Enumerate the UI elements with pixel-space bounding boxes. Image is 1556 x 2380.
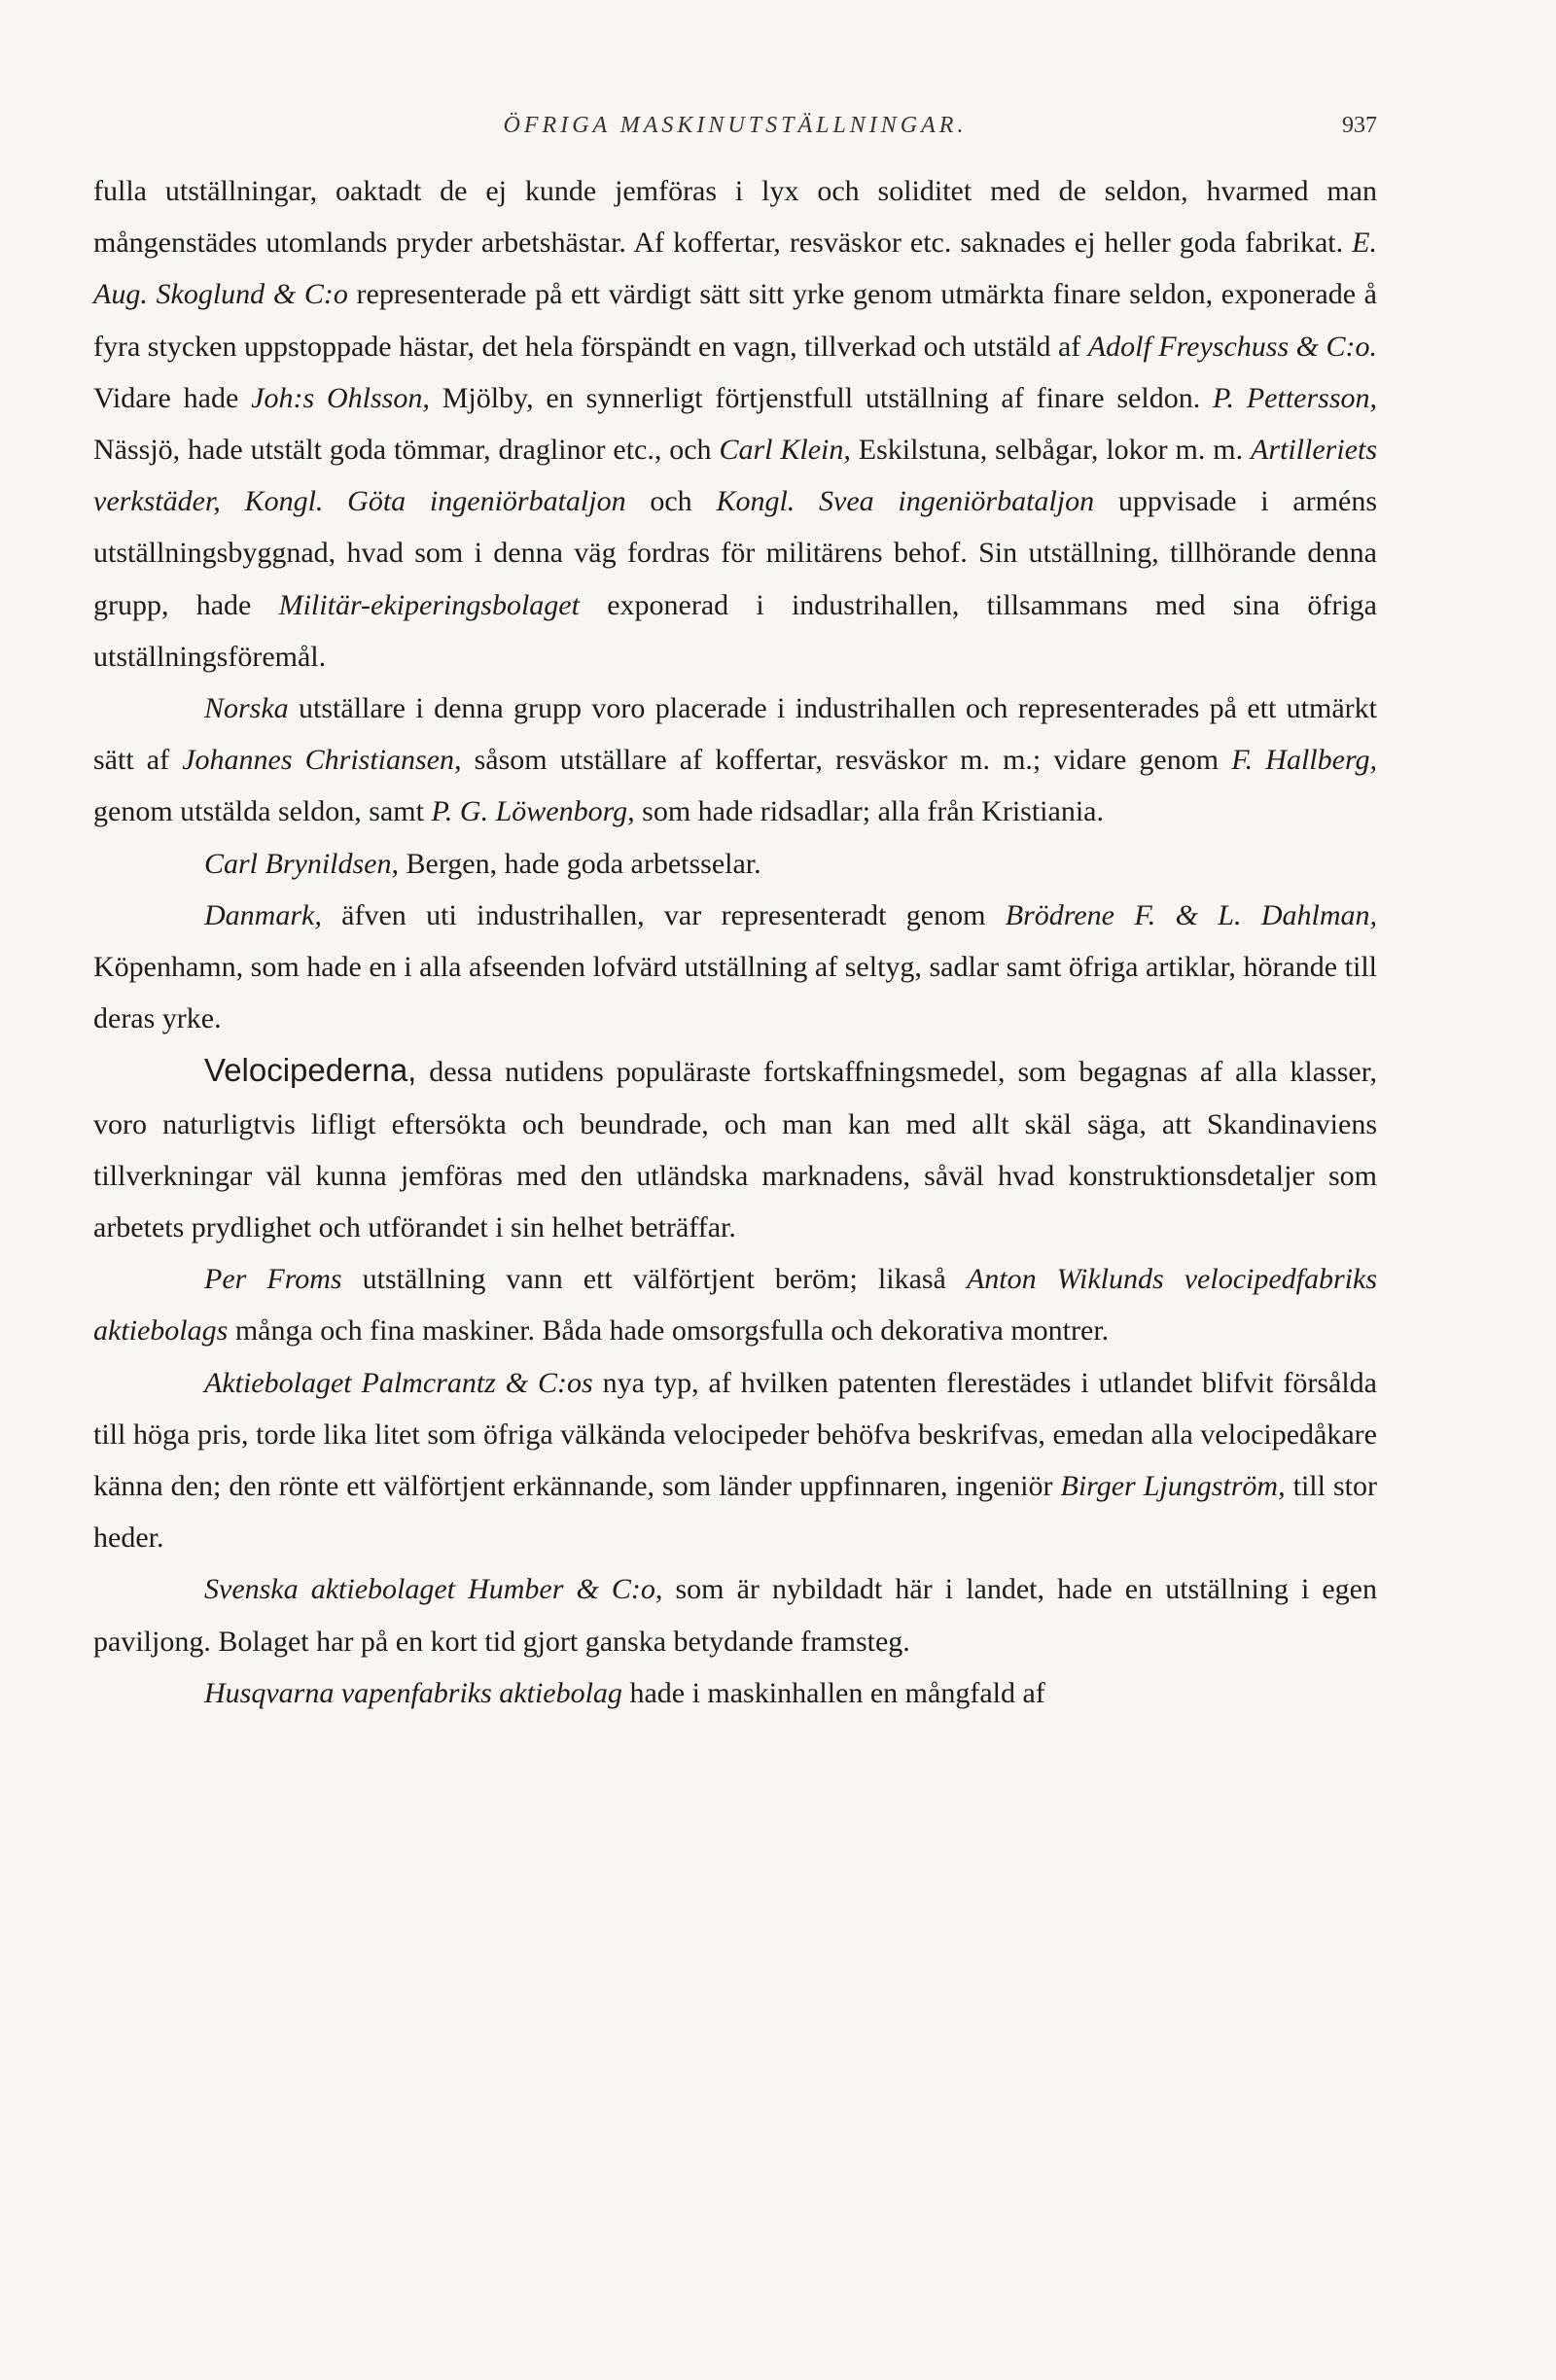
paragraph: [93, 682, 1377, 838]
firm-name: Militär-ekiperingsbolaget: [278, 588, 580, 621]
text-run: och: [625, 485, 717, 518]
paragraph: [93, 1357, 1377, 1564]
emphasis: Danmark,: [204, 898, 322, 931]
firm-name: Husqvarna vapenfabriks aktiebolag: [204, 1676, 622, 1709]
firm-name: Kongl. Svea ingeniörbataljon: [716, 485, 1095, 518]
paragraph: [93, 838, 1377, 890]
text-run: många och fina maskiner. Båda hade omsorgsfulla och dekorativa montrer.: [228, 1314, 1110, 1348]
firm-name: E. Aug. Skoglund & C:o: [93, 227, 1377, 311]
text-run: Mjölby, en synnerligt förtjenstfull utställning af finare seldon.: [429, 381, 1214, 414]
firm-name: Anton Wiklunds velocipedfabriks aktiebolags: [93, 1263, 1377, 1348]
page-header: [93, 113, 1377, 146]
text-run: Köpenhamn, som hade en i alla afseenden lofvärd utställning af seltyg, sadlar samt öfriga artiklar, hörande till deras yrke.: [93, 951, 1377, 1035]
paragraph: [93, 1667, 1377, 1719]
paragraph: [93, 1253, 1377, 1356]
text-run: till stor heder.: [93, 1470, 1377, 1555]
text-run: som är nybildadt här i landet, hade en utställning i egen paviljong. Bolaget har på en kort tid gjort ganska betydande framsteg.: [93, 1573, 1378, 1658]
text-run: representerade på ett värdigt sätt sitt yrke genom utmärkta finare seldon, exponerade å fyra stycken uppstoppade hästar, det hela förspändt en vagn, tillverkad och utstäld af: [93, 278, 1378, 363]
text-run: exponerad i industrihallen, tillsammans med sina öfriga utställningsföremål.: [93, 588, 1377, 673]
paragraph: [93, 1044, 1377, 1253]
firm-name: P. Pettersson,: [1213, 381, 1378, 414]
firm-name: Aktiebolaget Palmcrantz & C:os: [204, 1366, 593, 1399]
firm-name: Carl Klein,: [719, 434, 851, 467]
firm-name: Carl Brynildsen,: [204, 847, 399, 880]
text-run: utställare i denna grupp voro placerade i industrihallen och representerades på ett utmärkt sätt af: [93, 692, 1377, 777]
text-run: fulla utställningar, oaktadt de ej kunde jemföras i lyx och soliditet med de seldon, hvarmed man mångenstädes utomlands pryder arbetshästar. Af koffertar, resväskor etc. saknades ej heller goda fabrikat.: [93, 175, 1377, 260]
paragraph: [93, 1563, 1377, 1666]
text-run: Vidare hade: [93, 381, 252, 414]
text-run: som hade ridsadlar; alla från Kristiania.: [634, 795, 1104, 828]
firm-name: Svenska aktiebolaget Humber & C:o,: [204, 1573, 663, 1606]
text-run: nya typ, af hvilken patenten flerestädes i utlandet blifvit försålda till höga pris, torde lika litet som öfriga välkända velocipeder behöfva beskrifvas, emedan alla velocipedåkare känna den; den rönte ett välförtjent erkännande, som länder uppfinnaren, ingeniör: [93, 1366, 1377, 1503]
body-text: [93, 165, 1377, 1719]
firm-name: Adolf Freyschuss & C:o.: [1087, 330, 1378, 363]
firm-name: Per Froms: [204, 1263, 342, 1296]
person-name: Birger Ljungström,: [1060, 1470, 1286, 1503]
text-run: genom utstälda seldon, samt: [93, 795, 432, 828]
text-run: Eskilstuna, selbågar, lokor m. m.: [850, 434, 1251, 467]
running-title: ÖFRIGA MASKINUTSTÄLLNINGAR.: [503, 113, 968, 138]
text-run: dessa nutidens populäraste fortskaffningsmedel, som begagnas af alla klasser, voro naturligtvis lifligt eftersökta och beundrade, och man kan med allt skäl säga, att Skandinaviens tillverkningar väl kunna jemföras med den utländska marknadens, såväl hvad konstruktionsdetaljer som arbetets prydlighet och utförandet i sin helhet beträffar.: [93, 1056, 1377, 1244]
text-run: uppvisade i arméns utställningsbyggnad, hvad som i denna väg fordras för militärens behof. Sin utställning, tillhörande denna grupp, hade: [93, 485, 1377, 621]
emphasis: Norska: [204, 692, 289, 725]
text-run: såsom utställare af koffertar, resväskor m. m.; vidare genom: [461, 744, 1232, 777]
firm-name: Artilleriets verkstäder, Kongl. Göta ingeniörbataljon: [93, 434, 1377, 518]
text-run: hade i maskinhallen en mångfald af: [621, 1676, 1045, 1709]
firm-name: Brödrene F. & L. Dahlman,: [1005, 898, 1377, 931]
text-run: Nässjö, hade utstält goda tömmar, draglinor etc., och: [93, 434, 720, 467]
paragraph: [93, 165, 1377, 682]
firm-name: Joh:s Ohlsson,: [251, 381, 430, 414]
paragraph: [93, 890, 1377, 1045]
text-run: utställning vann ett välförtjent beröm; likaså: [341, 1263, 967, 1296]
firm-name: P. G. Löwenborg,: [431, 795, 635, 828]
text-run: Bergen, hade goda arbetsselar.: [399, 847, 761, 880]
page-number: 937: [1342, 113, 1377, 138]
section-lead: Velocipederna,: [204, 1052, 417, 1089]
firm-name: Johannes Christiansen,: [182, 744, 462, 777]
firm-name: F. Hallberg,: [1231, 744, 1378, 777]
text-run: äfven uti industrihallen, var representeradt genom: [321, 898, 1006, 931]
